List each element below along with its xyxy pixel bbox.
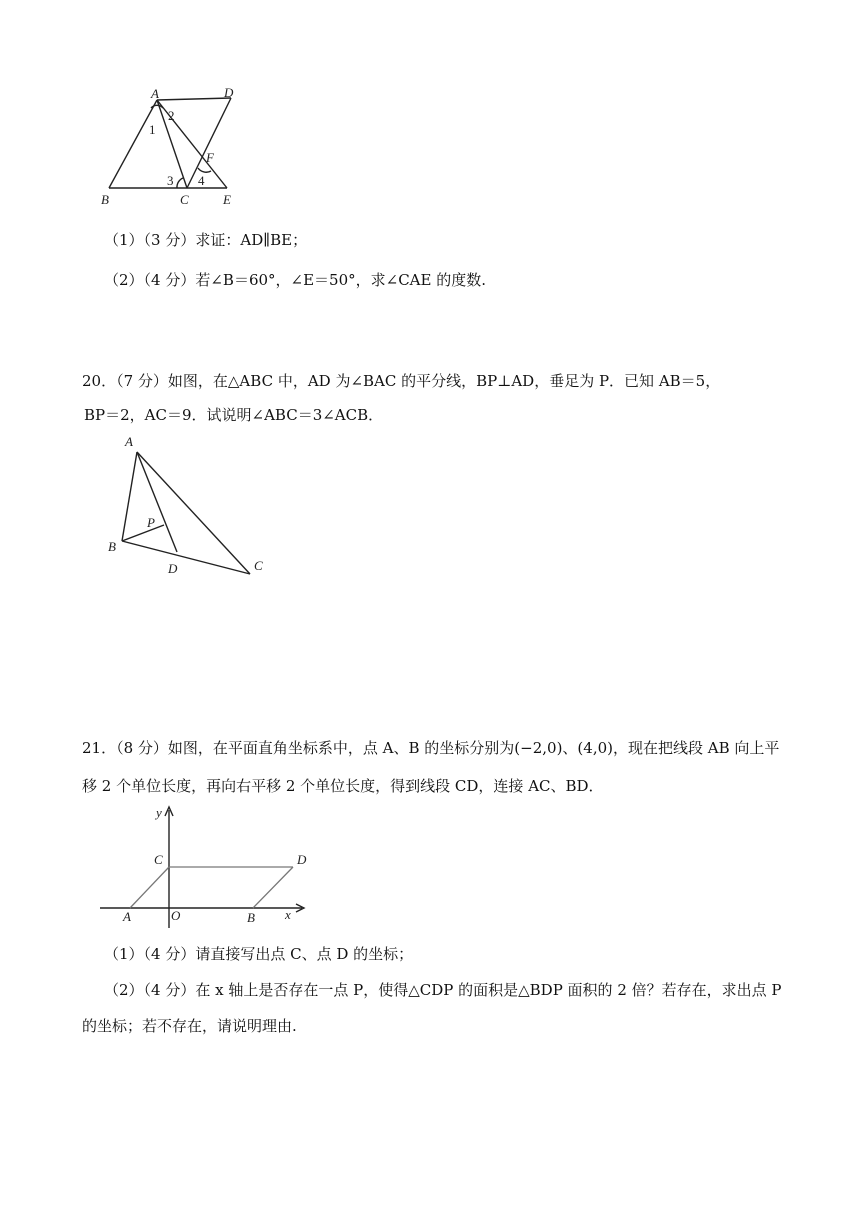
label-O: O <box>171 908 181 923</box>
q21-line2: 移 2 个单位长度，再向右平移 2 个单位长度，得到线段 CD，连接 AC、BD． <box>82 777 604 795</box>
label-P: P <box>147 515 155 530</box>
label-D: D <box>224 88 234 100</box>
q21-part1: （1）（4 分）请直接写出点 C、点 D 的坐标； <box>104 945 414 963</box>
label-C: C <box>154 852 163 867</box>
angle-3: 3 <box>167 173 174 188</box>
angle-2: 2 <box>168 108 175 123</box>
figure-q20 <box>100 430 275 580</box>
q21-part2-line1: （2）（4 分）在 x 轴上是否存在一点 P，使得△CDP 的面积是△BDP 面积的 2 倍？若存在，求出点 P <box>104 981 782 999</box>
q19-part2: （2）（4 分）若∠B＝60°，∠E＝50°，求∠CAE 的度数. <box>104 271 487 289</box>
label-D: D <box>297 852 307 867</box>
q19-part1: （1）（3 分）求证：AD∥BE； <box>104 231 308 249</box>
label-A: A <box>123 909 131 924</box>
label-E: E <box>223 192 231 207</box>
angle-1: 1 <box>149 122 156 137</box>
q20-line1: 20．（7 分）如图，在△ABC 中，AD 为∠BAC 的平分线，BP⊥AD，垂足为 P．已知 AB＝5， <box>82 372 721 390</box>
quadrilateral-ABDC <box>130 867 293 908</box>
angle-4: 4 <box>198 173 205 188</box>
figure-q19 <box>95 88 255 210</box>
label-C: C <box>254 558 263 573</box>
label-C: C <box>180 192 189 207</box>
label-F: F <box>206 150 214 165</box>
q21-line1: 21．（8 分）如图，在平面直角坐标系中，点 A、B 的坐标分别为(−2,0)、(4,0)，现在把线段 AB 向上平 <box>82 739 780 757</box>
label-A: A <box>125 434 133 449</box>
figure-q20-lines <box>122 452 250 574</box>
label-D: D <box>168 561 178 576</box>
figure-q21 <box>98 800 313 930</box>
label-B: B <box>101 192 109 207</box>
axis-label-x: x <box>285 907 291 922</box>
q20-line2: BP＝2，AC＝9．试说明∠ABC＝3∠ACB． <box>84 406 384 424</box>
label-A: A <box>151 88 159 101</box>
axis-label-y: y <box>156 805 162 820</box>
label-B: B <box>247 910 255 925</box>
q21-part2-line2: 的坐标；若不存在，请说明理由. <box>82 1017 297 1035</box>
label-B: B <box>108 539 116 554</box>
